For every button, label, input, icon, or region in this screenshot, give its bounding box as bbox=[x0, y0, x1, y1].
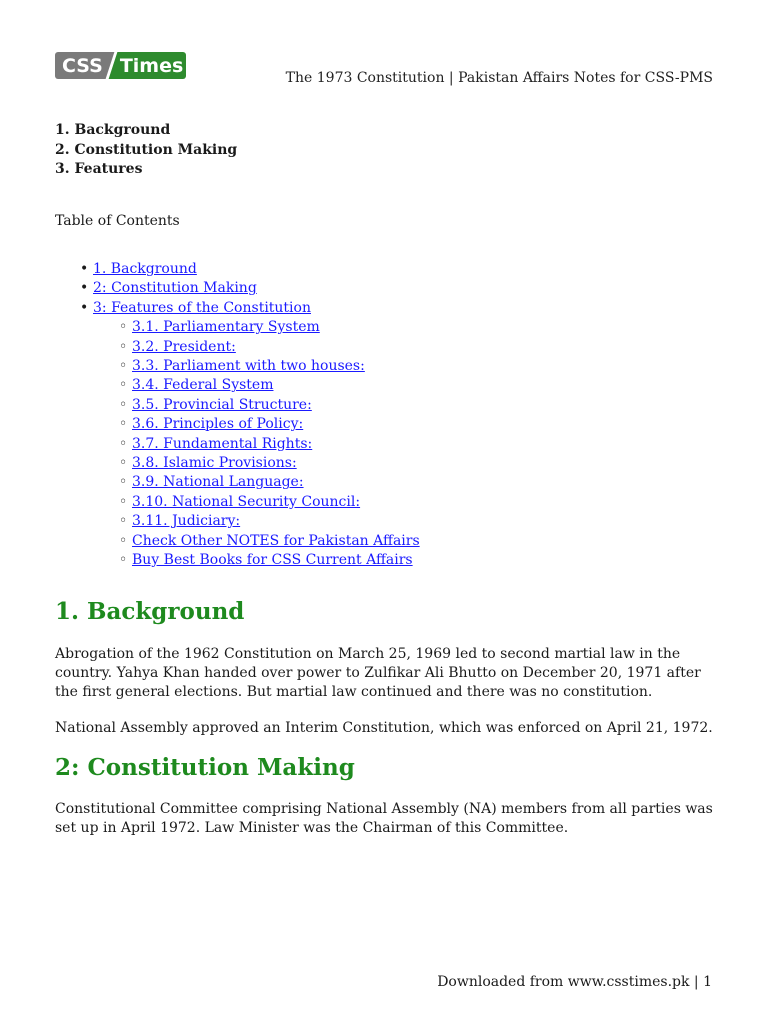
toc-link-features[interactable]: 3: Features of the Constitution bbox=[93, 299, 311, 316]
document-header-title: The 1973 Constitution | Pakistan Affairs Notes for CSS-PMS bbox=[285, 70, 713, 86]
table-of-contents bbox=[55, 260, 420, 571]
toc-label: Table of Contents bbox=[55, 213, 180, 229]
toc-subitem bbox=[93, 415, 420, 434]
logo-slash-divider bbox=[107, 52, 117, 79]
toc-link-parliamentary-system[interactable]: 3.1. Parliamentary System bbox=[132, 319, 320, 336]
background-paragraph-1: Abrogation of the 1962 Constitution on March 25, 1969 led to second martial law in the country. Yahya Khan handed over power to Zulfikar Ali Bhutto on December 20, 1971 after the first general elections. But martial law continued and there was no constitution. bbox=[55, 646, 701, 701]
toc-link-president[interactable]: 3.2. President: bbox=[132, 338, 236, 355]
background-paragraph-2: National Assembly approved an Interim Constitution, which was enforced on April 21, 1972. bbox=[55, 720, 713, 736]
toc-link-other-notes[interactable]: Check Other NOTES for Pakistan Affairs bbox=[132, 532, 420, 549]
toc-sublist bbox=[93, 318, 420, 570]
toc-link-fundamental-rights[interactable]: 3.7. Fundamental Rights: bbox=[132, 435, 313, 452]
intro-item: 1. Background bbox=[55, 122, 171, 138]
toc-subitem bbox=[93, 396, 420, 415]
toc-link-constitution-making[interactable]: 2: Constitution Making bbox=[93, 280, 257, 297]
logo-times-text: Times bbox=[117, 52, 186, 79]
toc-subitem bbox=[93, 551, 420, 570]
intro-item: 2. Constitution Making bbox=[55, 141, 238, 158]
toc-subitem bbox=[93, 493, 420, 512]
toc-link-judiciary[interactable]: 3.11. Judiciary: bbox=[132, 513, 241, 530]
page-footer: Downloaded from www.csstimes.pk | 1 bbox=[437, 974, 712, 990]
logo-css-text: CSS bbox=[55, 52, 107, 79]
css-times-logo bbox=[55, 52, 186, 79]
intro-item: 3. Features bbox=[55, 161, 143, 177]
section-heading-constitution-making: 2: Constitution Making bbox=[55, 754, 355, 781]
toc-link-background[interactable]: 1. Background bbox=[93, 261, 197, 277]
toc-subitem bbox=[93, 512, 420, 531]
toc-item bbox=[55, 299, 420, 571]
toc-link-provincial-structure[interactable]: 3.5. Provincial Structure: bbox=[132, 396, 312, 413]
toc-subitem bbox=[93, 473, 420, 492]
section-heading-background: 1. Background bbox=[55, 598, 245, 625]
constitution-making-paragraph: Constitutional Committee comprising National Assembly (NA) members from all parties was set up in April 1972. Law Minister was the Chairman of this Committee. bbox=[55, 801, 713, 837]
toc-item bbox=[55, 260, 420, 279]
toc-subitem bbox=[93, 338, 420, 357]
toc-link-national-security-council[interactable]: 3.10. National Security Council: bbox=[132, 493, 361, 510]
toc-link-national-language[interactable]: 3.9. National Language: bbox=[132, 474, 304, 491]
toc-subitem bbox=[93, 532, 420, 551]
toc-item bbox=[55, 279, 420, 298]
toc-link-buy-books[interactable]: Buy Best Books for CSS Current Affairs bbox=[132, 552, 413, 569]
toc-link-parliament[interactable]: 3.3. Parliament with two houses: bbox=[132, 358, 365, 375]
toc-subitem bbox=[93, 435, 420, 454]
intro-outline bbox=[55, 121, 237, 180]
toc-subitem bbox=[93, 454, 420, 473]
toc-link-federal-system[interactable]: 3.4. Federal System bbox=[132, 377, 274, 394]
toc-subitem bbox=[93, 376, 420, 395]
toc-subitem bbox=[93, 318, 420, 337]
toc-link-islamic-provisions[interactable]: 3.8. Islamic Provisions: bbox=[132, 455, 297, 472]
toc-link-principles-of-policy[interactable]: 3.6. Principles of Policy: bbox=[132, 416, 304, 433]
toc-subitem bbox=[93, 357, 420, 376]
